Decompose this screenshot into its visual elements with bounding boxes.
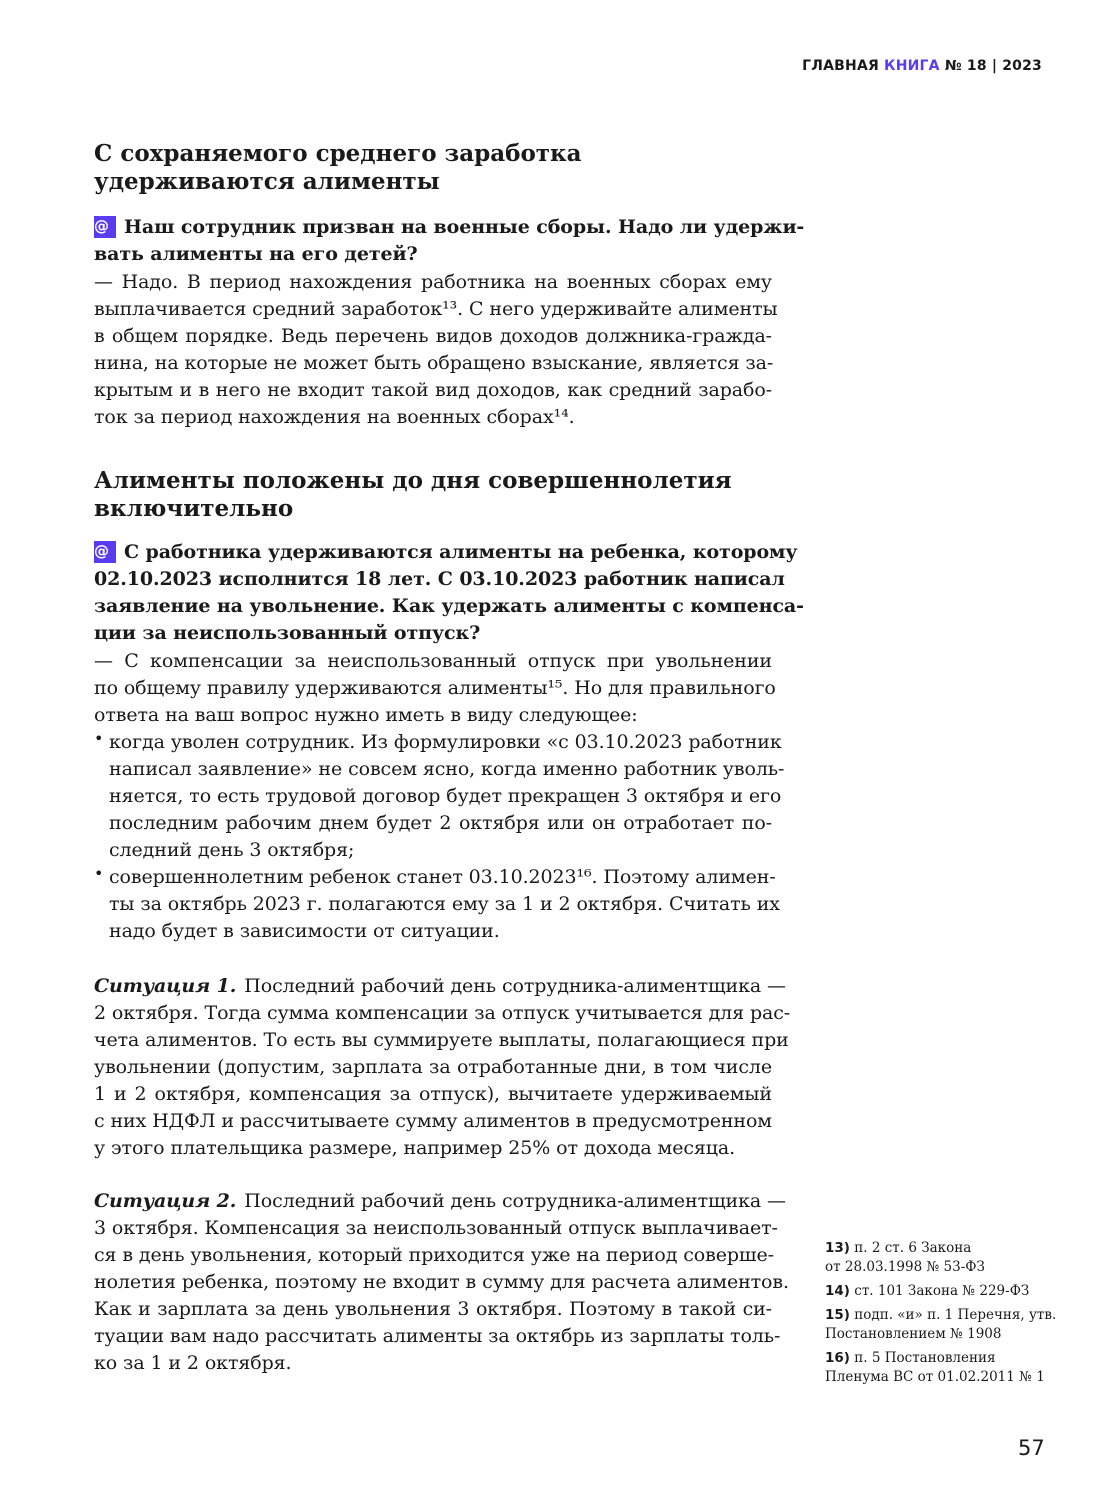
text-line xyxy=(94,1188,786,1215)
text-line xyxy=(94,539,798,566)
footnote-text: ст. 101 Закона № 229-ФЗ xyxy=(854,1283,1030,1299)
line-text: Наш сотрудник призван на военные сборы. Надо ли удержи- xyxy=(124,216,805,238)
footnote xyxy=(825,1282,1065,1301)
text-line xyxy=(94,296,778,323)
line-text: Последний рабочий день сотрудника-алиментщика — xyxy=(244,975,786,997)
footnote xyxy=(825,1239,1065,1277)
footnote-line xyxy=(825,1306,1065,1325)
section2-answer xyxy=(94,648,776,729)
text-line xyxy=(94,566,785,593)
line-text: — С компенсации за неиспользованный отпуск при увольнении xyxy=(94,650,772,672)
text-line xyxy=(109,756,785,783)
text-line xyxy=(94,269,772,296)
text-line xyxy=(109,837,772,864)
page-number: 57 xyxy=(1018,1436,1045,1460)
line-text: в общем порядке. Ведь перечень видов доходов должника-гражда- xyxy=(94,325,772,347)
brand-name: ГЛАВНАЯ xyxy=(802,58,879,74)
text-line xyxy=(94,168,772,196)
at-icon: @ xyxy=(94,541,116,563)
running-header xyxy=(802,58,1042,74)
text-line xyxy=(94,675,776,702)
footnote-line xyxy=(825,1258,1065,1277)
text-line xyxy=(94,593,804,620)
text-line xyxy=(94,973,786,1000)
text-line xyxy=(94,350,772,377)
footnote-text: п. 2 ст. 6 Закона xyxy=(854,1240,972,1256)
line-text: заявление на увольнение. Как удержать алименты с компенса- xyxy=(94,595,804,617)
line-text: увольнении (допустим, зарплата за отработанные дни, в том числе xyxy=(94,1056,772,1078)
footnote-line xyxy=(825,1368,1065,1387)
bullet-item xyxy=(94,864,780,945)
section1-title xyxy=(94,140,772,196)
at-icon: @ xyxy=(94,216,116,238)
text-line xyxy=(94,377,772,404)
line-text: Как и зарплата за день увольнения 3 октября. Поэтому в такой си- xyxy=(94,1298,772,1320)
line-text: когда уволен сотрудник. Из формулировки «с 03.10.2023 работник xyxy=(109,731,782,753)
line-text: С сохраняемого среднего заработка xyxy=(94,140,582,167)
text-line xyxy=(94,1000,791,1027)
text-line xyxy=(94,241,772,268)
bullet-icon: • xyxy=(94,864,104,883)
situation-2 xyxy=(94,1188,789,1377)
footnote-text: Пленума ВС от 01.02.2011 № 1 xyxy=(825,1369,1045,1385)
line-text: нолетия ребенка, поэтому не входит в сумму для расчета алиментов. xyxy=(94,1271,789,1293)
footnote-line xyxy=(825,1239,1065,1258)
situation-label: Ситуация 1. xyxy=(94,975,237,997)
line-text: ся в день увольнения, который приходится уже на период соверше- xyxy=(94,1244,774,1266)
text-line xyxy=(109,864,776,891)
text-line xyxy=(94,323,772,350)
line-text: удерживаются алименты xyxy=(94,168,440,195)
text-line xyxy=(109,810,772,837)
text-line xyxy=(94,1215,778,1242)
text-line xyxy=(109,891,780,918)
line-text: нина, на которые не может быть обращено взыскание, является за- xyxy=(94,352,774,374)
line-text: выплачивается средний заработок¹³. С него удерживайте алименты xyxy=(94,298,778,320)
footnotes xyxy=(825,1239,1065,1392)
text-line xyxy=(94,620,772,647)
text-line xyxy=(94,495,772,523)
line-text: ко за 1 и 2 октября. xyxy=(94,1352,292,1374)
text-line xyxy=(94,702,772,729)
text-line xyxy=(94,1242,772,1269)
line-text: 02.10.2023 исполнится 18 лет. С 03.10.2023 работник написал xyxy=(94,568,785,590)
text-line xyxy=(109,783,782,810)
footnote-line xyxy=(825,1349,1065,1368)
line-text: следний день 3 октября; xyxy=(109,839,355,861)
footnote-text: от 28.03.1998 № 53-ФЗ xyxy=(825,1259,985,1275)
section1-answer xyxy=(94,269,778,431)
line-text: надо будет в зависимости от ситуации. xyxy=(109,920,500,942)
text-line xyxy=(94,140,772,168)
line-text: с них НДФЛ и рассчитываете сумму алиментов в предусмотренном xyxy=(94,1110,772,1132)
line-text: у этого плательщика размере, например 25% от дохода месяца. xyxy=(94,1137,736,1159)
line-text: ты за октябрь 2023 г. полагаются ему за 1 и 2 октября. Считать их xyxy=(109,893,780,915)
text-line xyxy=(94,467,772,495)
text-line xyxy=(94,1323,781,1350)
text-line xyxy=(94,1054,772,1081)
text-line xyxy=(94,1296,772,1323)
text-line xyxy=(94,214,805,241)
text-line xyxy=(94,1108,772,1135)
text-line xyxy=(94,1350,772,1377)
line-text: последним рабочим днем будет 2 октября или он отработает по- xyxy=(109,812,772,834)
text-line xyxy=(109,918,772,945)
line-text: — Надо. В период нахождения работника на военных сборах ему xyxy=(94,271,772,293)
footnote-text: подп. «и» п. 1 Перечня, утв. xyxy=(854,1307,1057,1323)
text-line xyxy=(94,1081,772,1108)
text-line xyxy=(94,1027,789,1054)
bullet-icon: • xyxy=(94,729,104,748)
line-text: 3 октября. Компенсация за неиспользованный отпуск выплачивает- xyxy=(94,1217,778,1239)
line-text: ответа на ваш вопрос нужно иметь в виду следующее: xyxy=(94,704,638,726)
bullet-item xyxy=(94,729,785,864)
section1-question xyxy=(94,214,805,268)
section2-title xyxy=(94,467,772,523)
footnote-number: 16) xyxy=(825,1350,850,1366)
line-text: вать алименты на его детей? xyxy=(94,243,418,265)
line-text: 1 и 2 октября, компенсация за отпуск), вычитаете удерживаемый xyxy=(94,1083,772,1105)
issue-number: № 18 | 2023 xyxy=(944,58,1042,74)
section2-bullets xyxy=(94,729,785,945)
line-text: туации вам надо рассчитать алименты за октябрь из зарплаты толь- xyxy=(94,1325,781,1347)
line-text: крытым и в него не входит такой вид доходов, как средний зарабо- xyxy=(94,379,772,401)
footnote-line xyxy=(825,1282,1065,1301)
situation-1 xyxy=(94,973,791,1162)
section2-question xyxy=(94,539,804,647)
line-text: совершеннолетним ребенок станет 03.10.2023¹⁶. Поэтому алимен- xyxy=(109,866,776,888)
line-text: ции за неиспользованный отпуск? xyxy=(94,622,481,644)
line-text: чета алиментов. То есть вы суммируете выплаты, полагающиеся при xyxy=(94,1029,789,1051)
line-text: 2 октября. Тогда сумма компенсации за отпуск учитывается для рас- xyxy=(94,1002,791,1024)
line-text: Последний рабочий день сотрудника-алиментщика — xyxy=(244,1190,786,1212)
line-text: по общему правилу удерживаются алименты¹⁵. Но для правильного xyxy=(94,677,776,699)
line-text: Алименты положены до дня совершеннолетия xyxy=(94,467,732,494)
footnote-number: 15) xyxy=(825,1307,850,1323)
text-line xyxy=(94,1269,789,1296)
footnote-line xyxy=(825,1325,1065,1344)
footnote-text: п. 5 Постановления xyxy=(854,1350,996,1366)
text-line xyxy=(94,1135,772,1162)
line-text: ток за период нахождения на военных сборах¹⁴. xyxy=(94,406,575,428)
line-text: включительно xyxy=(94,495,294,522)
text-line xyxy=(94,648,772,675)
footnote-number: 13) xyxy=(825,1240,850,1256)
line-text: няется, то есть трудовой договор будет прекращен 3 октября и его xyxy=(109,785,782,807)
text-line xyxy=(109,729,782,756)
footnote-number: 14) xyxy=(825,1283,850,1299)
situation-label: Ситуация 2. xyxy=(94,1190,237,1212)
footnote-text: Постановлением № 1908 xyxy=(825,1326,1002,1342)
footnote xyxy=(825,1349,1065,1387)
brand-name-accent: КНИГА xyxy=(884,58,940,74)
line-text: написал заявление» не совсем ясно, когда именно работник уволь- xyxy=(109,758,785,780)
line-text: С работника удерживаются алименты на ребенка, которому xyxy=(124,541,798,563)
footnote xyxy=(825,1306,1065,1344)
text-line xyxy=(94,404,772,431)
